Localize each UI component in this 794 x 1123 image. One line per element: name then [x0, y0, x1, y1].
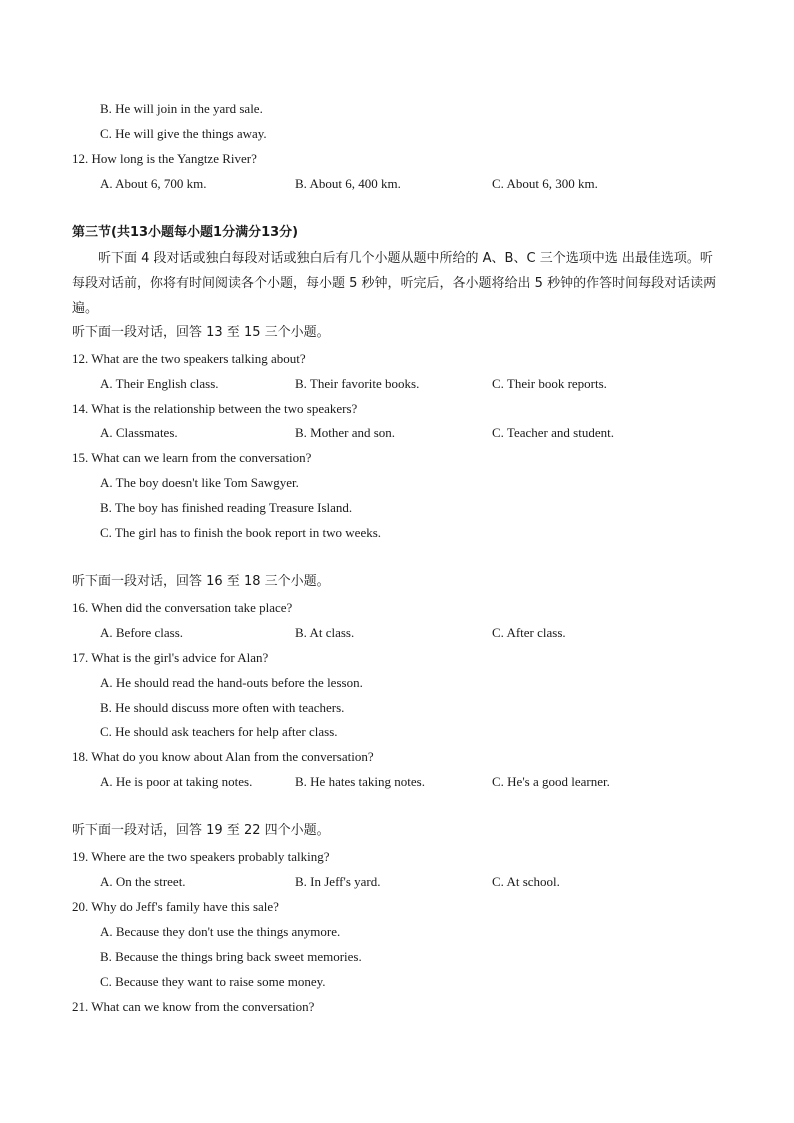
option-c: C. He's a good learner. [492, 774, 610, 789]
option-b: B. Mother and son. [295, 425, 396, 440]
q15-option-a: A. The boy doesn't like Tom Sawgyer. [100, 475, 299, 490]
q17-option-c: C. He should ask teachers for help after class. [100, 724, 338, 739]
q17-option-b: B. He should discuss more often with teachers. [100, 700, 345, 715]
q19-question: 19. Where are the two speakers probably talking? [72, 849, 330, 864]
q12-yangtze-options [100, 176, 794, 192]
q14-options [100, 425, 794, 441]
q12-yangtze-question: 12. How long is the Yangtze River? [72, 151, 257, 166]
option-b: B. At class. [295, 625, 355, 640]
option-c: C. At school. [492, 874, 560, 889]
q11-option-b: B. He will join in the yard sale. [100, 101, 263, 116]
option-c: C. After class. [492, 625, 566, 640]
option-a: A. On the street. [100, 874, 186, 889]
section-3-title: 第三节(共13小题每小题1分满分13分) [72, 225, 299, 240]
q18-question: 18. What do you know about Alan from the conversation? [72, 749, 374, 764]
q21-question: 21. What can we know from the conversation? [72, 999, 315, 1014]
q14-question: 14. What is the relationship between the two speakers? [72, 401, 358, 416]
q16-options [100, 625, 794, 641]
q13-options [100, 376, 794, 392]
q18-options [100, 774, 794, 790]
option-b: B. He hates taking notes. [295, 774, 425, 789]
q20-option-c: C. Because they want to raise some money. [100, 974, 326, 989]
q15-option-c: C. The girl has to finish the book report in two weeks. [100, 525, 382, 540]
q11-option-c: C. He will give the things away. [100, 126, 267, 141]
q15-option-b: B. The boy has finished reading Treasure Island. [100, 500, 353, 515]
group-2-intro: 听下面一段对话，回答 16 至 18 三个小题。 [72, 574, 330, 589]
q20-question: 20. Why do Jeff's family have this sale? [72, 899, 279, 914]
q20-option-b: B. Because the things bring back sweet memories. [100, 949, 362, 964]
section-3-instructions: 听下面 4 段对话或独白每段对话或独白后有几个小题从题中所给的 A、B、C 三个选项中选 出最佳选项。听每段对话前，你将有时间阅读各个小题，每小题 5 秒钟，听完后，各小题将给出 5 秒钟的作答时间每段对话读两遍。 [72, 251, 717, 316]
option-c: C. About 6, 300 km. [492, 176, 598, 191]
q20-option-a: A. Because they don't use the things anymore. [100, 924, 341, 939]
option-a: A. He is poor at taking notes. [100, 774, 253, 789]
option-a: A. Classmates. [100, 425, 178, 440]
option-a: A. Their English class. [100, 376, 219, 391]
q16-question: 16. When did the conversation take place? [72, 600, 293, 615]
option-b: B. In Jeff's yard. [295, 874, 381, 889]
group-3-intro: 听下面一段对话，回答 19 至 22 四个小题。 [72, 823, 330, 838]
option-b: B. Their favorite books. [295, 376, 420, 391]
option-c: C. Teacher and student. [492, 425, 614, 440]
group-1-intro: 听下面一段对话，回答 13 至 15 三个小题。 [72, 325, 330, 340]
option-b: B. About 6, 400 km. [295, 176, 401, 191]
q15-question: 15. What can we learn from the conversation? [72, 450, 312, 465]
q19-options [100, 874, 794, 890]
q13-question: 12. What are the two speakers talking about? [72, 351, 306, 366]
q17-question: 17. What is the girl's advice for Alan? [72, 650, 269, 665]
q17-option-a: A. He should read the hand-outs before the lesson. [100, 675, 363, 690]
option-c: C. Their book reports. [492, 376, 607, 391]
option-a: A. About 6, 700 km. [100, 176, 207, 191]
option-a: A. Before class. [100, 625, 184, 640]
